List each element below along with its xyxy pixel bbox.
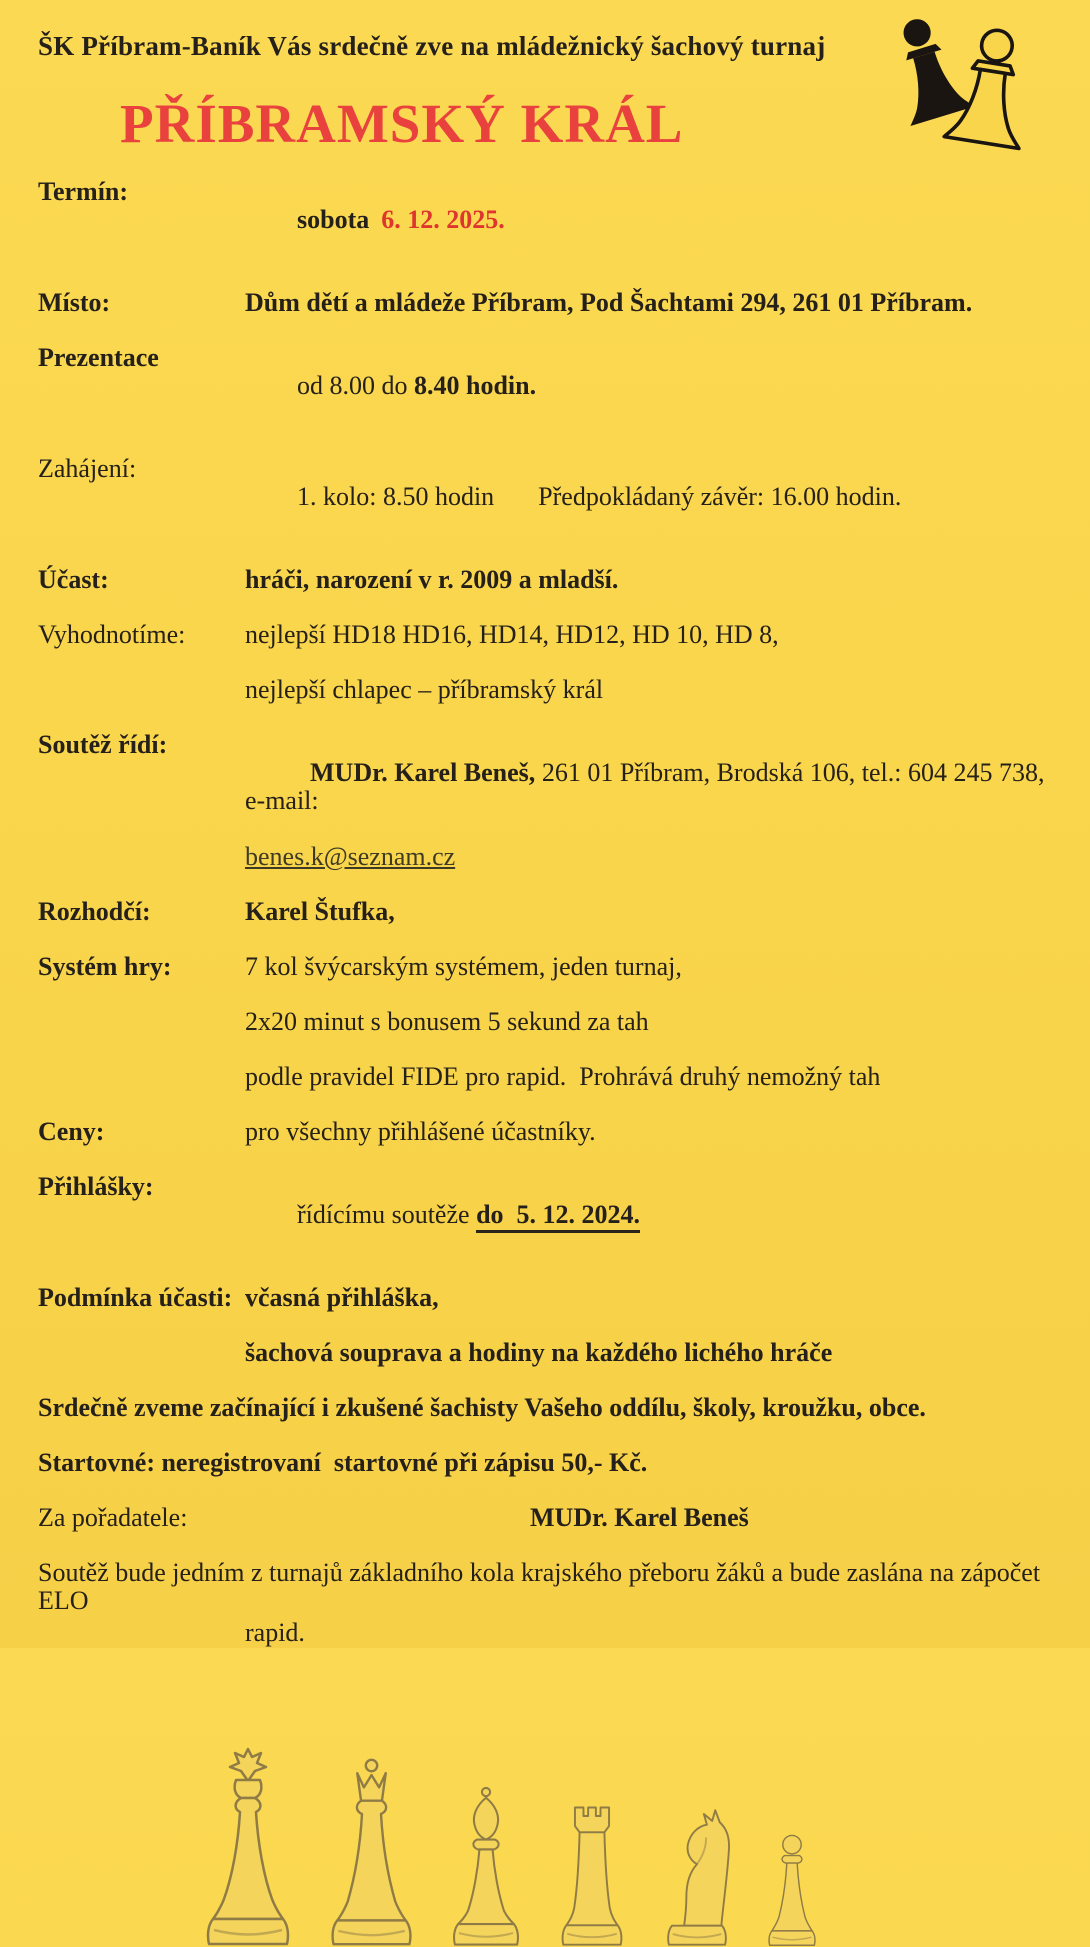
field-row-prihlasky bbox=[38, 1173, 1050, 1257]
email-link[interactable]: benes.k@seznam.cz bbox=[245, 842, 456, 871]
field-value-ceny: pro všechny přihlášené účastníky. bbox=[245, 1117, 596, 1146]
field-value-ucast: hráči, narození v r. 2009 a mladší. bbox=[245, 565, 619, 594]
field-label-system-hry: Systém hry: bbox=[38, 952, 172, 981]
field-label-zahajeni: Zahájení: bbox=[38, 454, 137, 483]
prihlasky-deadline: do 5. 12. 2024. bbox=[476, 1200, 640, 1233]
field-row-ucast bbox=[38, 566, 1050, 594]
prihlasky-prefix: řídícímu soutěže bbox=[297, 1200, 477, 1229]
field-label-rozhodci: Rozhodčí: bbox=[38, 897, 151, 926]
chess-bishop-icon bbox=[445, 1782, 527, 1947]
field-label-prezentace: Prezentace bbox=[38, 343, 159, 372]
prezentace-time-range: od 8.00 do bbox=[297, 371, 414, 400]
fields-list bbox=[38, 178, 1050, 1367]
system-hry-line2: 2x20 minut s bonusem 5 sekund za tah bbox=[245, 1007, 649, 1036]
system-hry-line3: podle pravidel FIDE pro rapid. Prohrává druhý nemožný tah bbox=[245, 1062, 881, 1091]
field-row-podminka bbox=[38, 1284, 1050, 1367]
field-value-misto: Dům dětí a mládeže Příbram, Pod Šachtami 294, 261 01 Příbram. bbox=[245, 288, 973, 317]
zahajeni-round1: 1. kolo: 8.50 hodin bbox=[297, 482, 495, 511]
chess-knight-icon bbox=[657, 1795, 737, 1947]
invitation-line: Srdečně zveme začínající i zkušené šachisty Vašeho oddílu, školy, kroužku, obce. bbox=[38, 1393, 926, 1422]
field-value-rozhodci: Karel Štufka, bbox=[245, 897, 395, 926]
soutez-ridi-contact-line bbox=[245, 731, 1050, 843]
vyhodnotime-line1: nejlepší HD18 HD16, HD14, HD12, HD 10, HD 8, bbox=[245, 620, 779, 649]
field-row-soutez-ridi bbox=[38, 731, 1050, 871]
field-row-rozhodci bbox=[38, 898, 1050, 926]
field-value-vyhodnotime bbox=[245, 621, 1050, 704]
field-row-vyhodnotime bbox=[38, 621, 1050, 704]
podminka-line1: včasná přihláška, bbox=[245, 1283, 439, 1312]
field-label-prihlasky: Přihlášky: bbox=[38, 1172, 154, 1201]
footer-line2: rapid. bbox=[245, 1618, 305, 1647]
page-title: PŘÍBRAMSKÝ KRÁL bbox=[120, 93, 684, 154]
invite-line: ŠK Příbram-Baník Vás srdečně zve na mládežnický šachový turnaj bbox=[38, 31, 826, 61]
email-line bbox=[245, 843, 1050, 871]
field-value-zahajeni bbox=[245, 455, 1050, 539]
organizer-contact: 261 01 Příbram, Brodská 106, tel.: 604 245 738, e-mail: bbox=[245, 758, 1051, 815]
chess-rook-icon bbox=[553, 1792, 631, 1947]
startovne-line: Startovné: neregistrovaní startovné při zápisu 50,- Kč. bbox=[38, 1448, 648, 1477]
field-row-prezentace bbox=[38, 344, 1050, 428]
field-value-prihlasky bbox=[245, 1173, 1050, 1257]
field-label-vyhodnotime: Vyhodnotíme: bbox=[38, 620, 186, 649]
field-label-podminka: Podmínka účasti: bbox=[38, 1283, 233, 1312]
za-poradatele-name: MUDr. Karel Beneš bbox=[530, 1503, 749, 1532]
field-row-ceny bbox=[38, 1118, 1050, 1146]
field-row-misto bbox=[38, 289, 1050, 317]
termin-date: 6. 12. 2025. bbox=[381, 205, 505, 234]
footer-line1: Soutěž bude jedním z turnajů základního kola krajského přeboru žáků a bude zaslána na zápočet ELO bbox=[38, 1558, 1047, 1615]
prezentace-time-end: 8.40 hodin. bbox=[414, 371, 537, 400]
field-value-podminka bbox=[245, 1284, 1050, 1367]
organizer-name: MUDr. Karel Beneš, bbox=[310, 758, 536, 787]
podminka-line2: šachová souprava a hodiny na každého lichého hráče bbox=[245, 1338, 833, 1367]
field-value-system-hry bbox=[245, 953, 1050, 1091]
field-value-prezentace bbox=[245, 344, 1050, 428]
za-poradatele-label: Za pořadatele: bbox=[38, 1503, 188, 1532]
field-label-misto: Místo: bbox=[38, 288, 111, 317]
field-label-ceny: Ceny: bbox=[38, 1117, 105, 1146]
field-row-system-hry bbox=[38, 953, 1050, 1091]
chess-queen-icon bbox=[324, 1757, 419, 1947]
field-label-soutez-ridi: Soutěž řídí: bbox=[38, 730, 168, 759]
field-value-termin bbox=[245, 178, 1050, 262]
organizer-row bbox=[38, 1504, 1050, 1532]
footer-paragraph bbox=[38, 1559, 1050, 1647]
field-label-ucast: Účast: bbox=[38, 565, 109, 594]
termin-day: sobota bbox=[297, 205, 370, 234]
chess-pawn-icon bbox=[763, 1832, 821, 1947]
zahajeni-end: Předpokládaný závěr: 16.00 hodin. bbox=[538, 482, 902, 511]
field-label-termin: Termín: bbox=[38, 177, 129, 206]
field-value-soutez-ridi bbox=[245, 731, 1050, 871]
chess-pieces-graphic bbox=[198, 1747, 1050, 1947]
field-row-zahajeni bbox=[38, 455, 1050, 539]
black-and-white-pawns-icon bbox=[878, 14, 1058, 154]
vyhodnotime-line2: nejlepší chlapec – příbramský král bbox=[245, 675, 604, 704]
chess-king-icon bbox=[198, 1747, 298, 1947]
system-hry-line1: 7 kol švýcarským systémem, jeden turnaj, bbox=[245, 952, 682, 981]
field-row-termin bbox=[38, 178, 1050, 262]
